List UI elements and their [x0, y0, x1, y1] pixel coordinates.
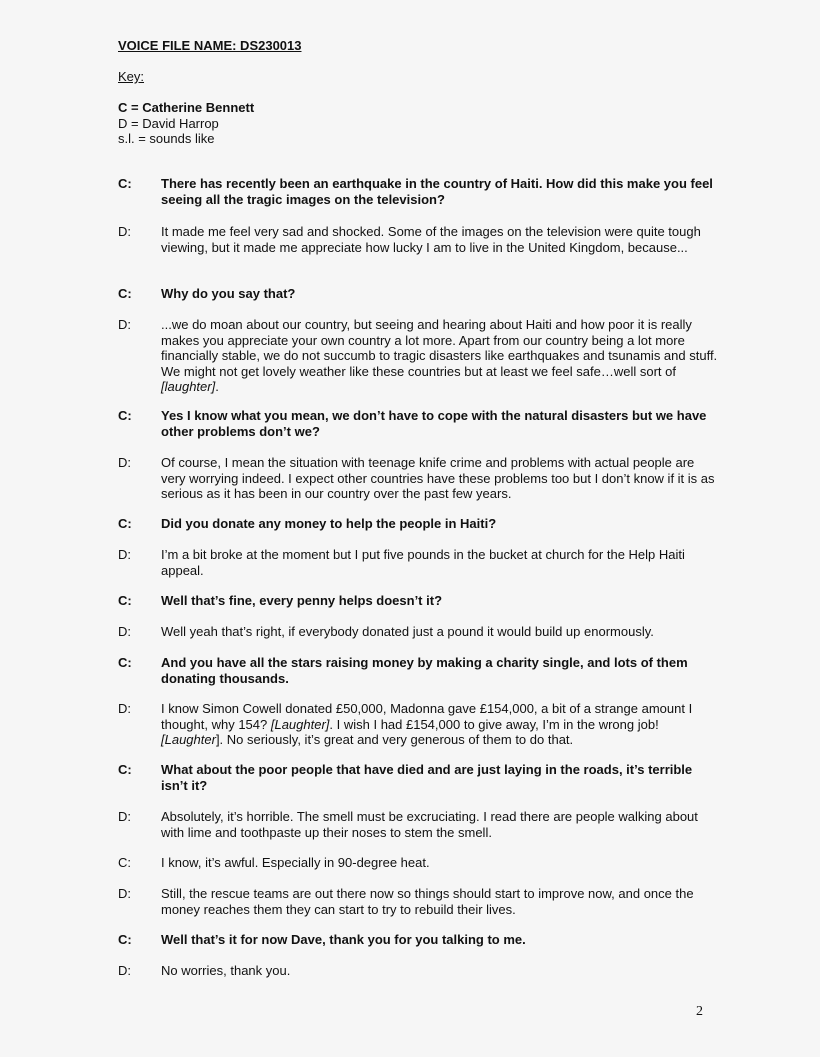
speaker-label: D: — [118, 809, 131, 824]
transcript-turn — [118, 224, 718, 255]
transcript-turn — [118, 932, 718, 948]
stage-direction: [Laughter] — [270, 716, 330, 732]
speaker-label: C: — [118, 286, 132, 301]
turn-text: Well that’s fine, every penny helps doesn’t it? — [161, 593, 443, 608]
voice-file-title: VOICE FILE NAME: DS230013 — [118, 38, 302, 53]
speaker-label: C: — [118, 516, 132, 531]
speaker-label: D: — [118, 455, 131, 470]
turn-text: No worries, thank you. — [161, 963, 291, 978]
transcript-turn — [118, 701, 718, 748]
speaker-label: C: — [118, 932, 132, 947]
page-number: 2 — [696, 1004, 703, 1019]
turn-text: Yes I know what you mean, we don’t have to cope with the natural disasters but we have other problems don’t we? — [161, 408, 707, 439]
transcript-turn — [118, 593, 718, 609]
speaker-label: C: — [118, 176, 132, 191]
transcript-turn — [118, 176, 718, 207]
transcript-turn — [118, 547, 718, 578]
transcript-turn — [118, 317, 718, 395]
speaker-key-legend — [118, 100, 254, 147]
transcript-turn — [118, 655, 718, 686]
transcript-turn — [118, 762, 718, 793]
turn-text: What about the poor people that have died and are just laying in the roads, it’s terrible isn’t it? — [161, 762, 693, 793]
turn-text: And you have all the stars raising money by making a charity single, and lots of them donating thousands. — [161, 655, 688, 686]
transcript-turn — [118, 408, 718, 439]
stage-direction: [laughter] — [161, 379, 216, 394]
legend-speaker-d: D = David Harrop — [118, 115, 219, 131]
legend-speaker-c: C = Catherine Bennett — [118, 100, 255, 115]
turn-text: I know, it’s awful. Especially in 90-degree heat. — [161, 855, 430, 870]
turn-text-part: ]. No seriously, it’s great and very generous of them to do that. — [215, 732, 574, 747]
turn-text — [161, 701, 721, 748]
turn-text: Why do you say that? — [161, 286, 296, 301]
turn-text: Absolutely, it’s horrible. The smell must be excruciating. I read there are people walking about with lime and toothpaste up their noses to stem the smell. — [161, 809, 698, 840]
transcript-turn — [118, 886, 718, 917]
stage-direction: [Laughter — [161, 732, 216, 747]
turn-text-part: . — [215, 379, 219, 394]
speaker-label: D: — [118, 224, 131, 239]
turn-text: Still, the rescue teams are out there now so things should start to improve now, and once the money reaches them they can start to try to rebuild their lives. — [161, 886, 694, 917]
speaker-label: D: — [118, 317, 131, 332]
transcript-turn — [118, 855, 718, 871]
turn-text — [161, 317, 721, 395]
turn-text-part: I know Simon Cowell donated £50,000, Madonna gave £154,000, a bit of a strange amount I thought, why 154? — [161, 701, 693, 732]
speaker-label: D: — [118, 624, 131, 639]
transcript-turn — [118, 286, 718, 302]
legend-sounds-like: s.l. = sounds like — [118, 131, 215, 146]
turn-text: Did you donate any money to help the people in Haiti? — [161, 516, 497, 531]
speaker-label: D: — [118, 547, 131, 562]
turn-text: Well yeah that’s right, if everybody donated just a pound it would build up enormously. — [161, 624, 654, 639]
turn-text: Well that’s it for now Dave, thank you for you talking to me. — [161, 932, 526, 947]
turn-text-part: . I wish I had £154,000 to give away, I’m in the wrong job! — [329, 716, 659, 732]
speaker-label: D: — [118, 886, 131, 901]
transcript-turn — [118, 963, 718, 979]
turn-text: There has recently been an earthquake in the country of Haiti. How did this make you feel seeing all the tragic images on the television? — [161, 176, 713, 207]
turn-text: I’m a bit broke at the moment but I put five pounds in the bucket at church for the Help Haiti appeal. — [161, 547, 685, 578]
speaker-label: C: — [118, 655, 132, 670]
speaker-label: C: — [118, 408, 132, 423]
transcript-turn — [118, 624, 718, 640]
key-label: Key: — [118, 69, 145, 84]
turn-text: Of course, I mean the situation with teenage knife crime and problems with actual people are very worrying indeed. I expect other countries have these problems too but I don’t know if it is as serious as it has been in our country over the past few years. — [161, 455, 715, 501]
speaker-label: D: — [118, 701, 131, 716]
transcript-turn — [118, 455, 718, 502]
speaker-label: C: — [118, 855, 131, 870]
turn-text: It made me feel very sad and shocked. Some of the images on the television were quite tough viewing, but it made me appreciate how lucky I am to live in the United Kingdom, because... — [161, 224, 701, 255]
speaker-label: D: — [118, 963, 131, 978]
transcript-turn — [118, 516, 718, 532]
transcript-turn — [118, 809, 718, 840]
turn-text-part: ...we do moan about our country, but seeing and hearing about Haiti and how poor it is really makes you appreciate your own country a lot more. Apart from our country being a lot more financially stable, we do not succumb to tragic disasters like earthquakes and tsunamis and stuff. We might not get lovely weather like these countries but at least we feel safe…well sort of — [161, 317, 718, 379]
speaker-label: C: — [118, 593, 132, 608]
speaker-label: C: — [118, 762, 132, 777]
